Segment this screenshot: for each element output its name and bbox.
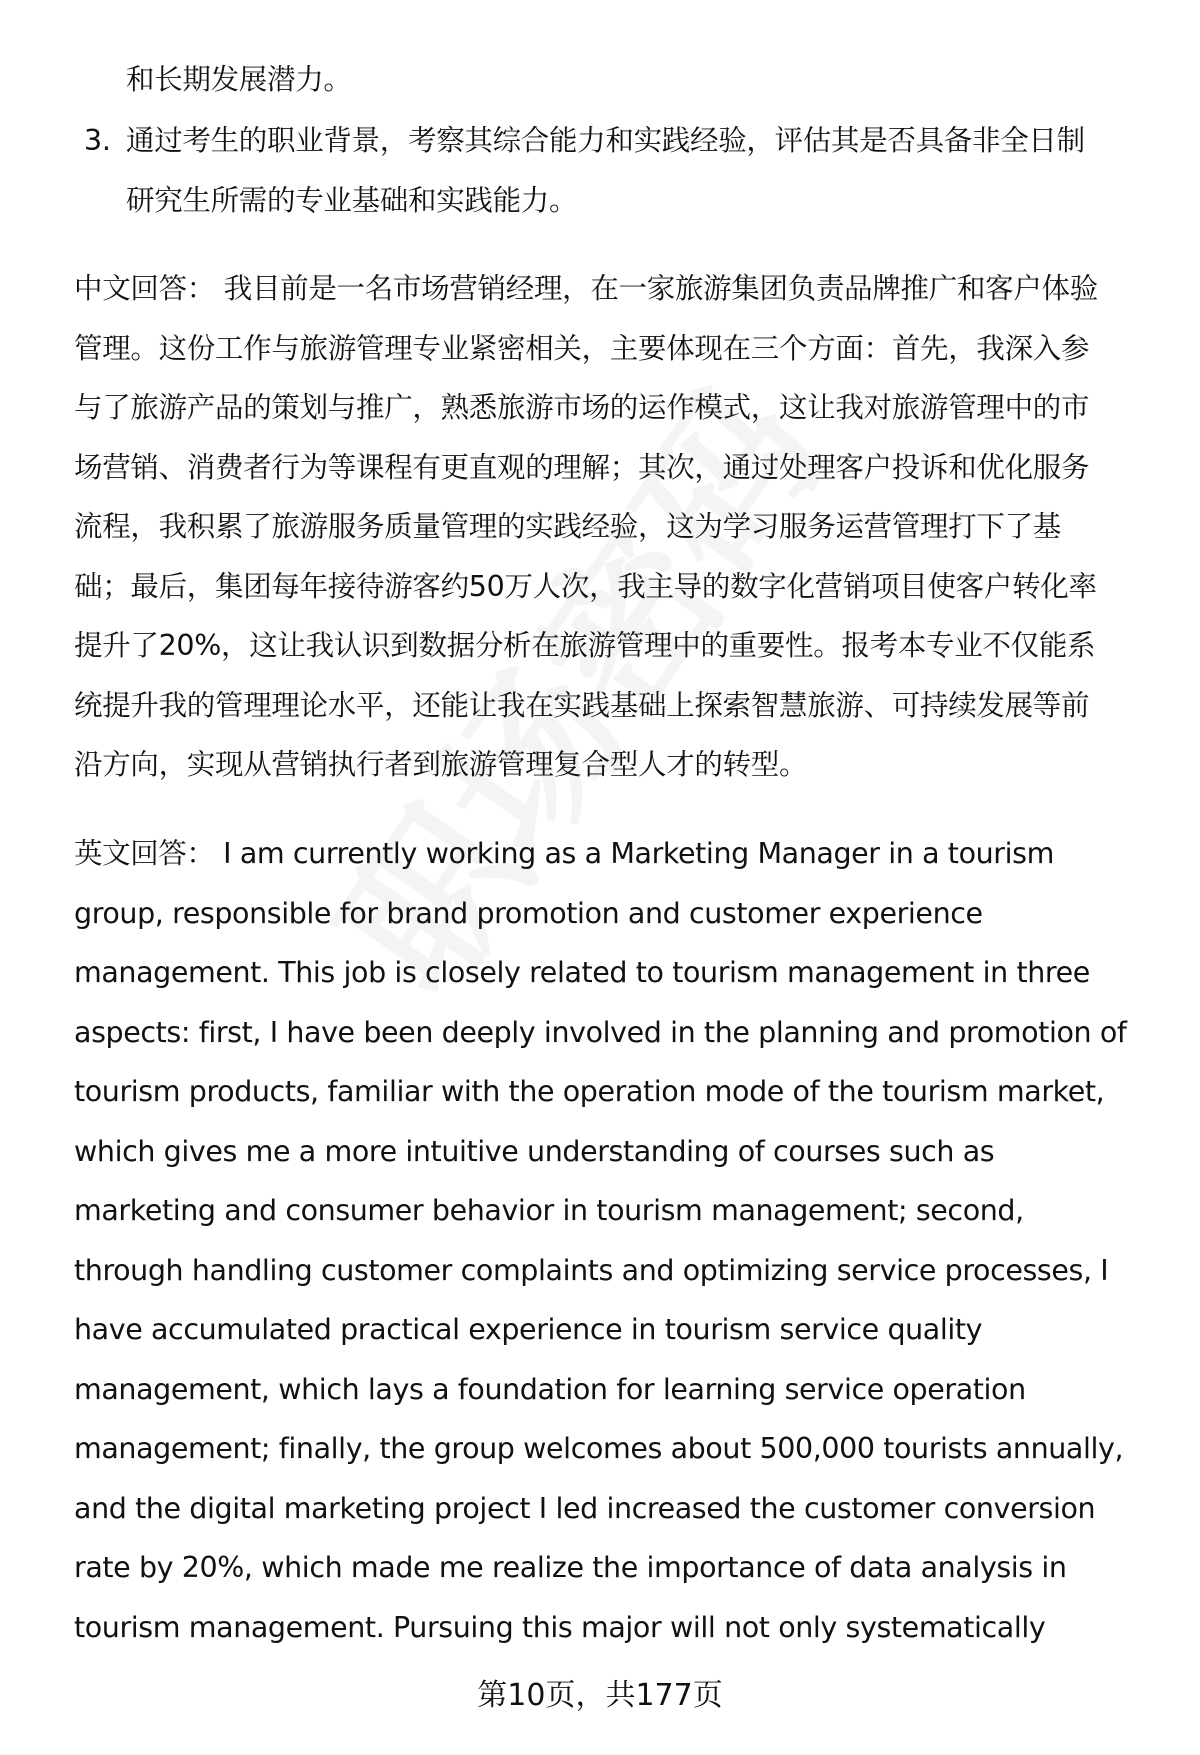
english-answer-line: aspects: first, I have been deeply involved in the planning and promotion of bbox=[74, 1015, 1127, 1049]
chinese-answer-line: 提升了20%，这让我认识到数据分析在旅游管理中的重要性。报考本专业不仅能系 bbox=[74, 629, 1096, 662]
list-item-line: 研究生所需的专业基础和实践能力。 bbox=[126, 184, 578, 217]
english-answer-line: 英文回答： I am currently working as a Marketing Manager in a tourism bbox=[74, 837, 1054, 870]
english-answer-line: group, responsible for brand promotion and customer experience bbox=[74, 896, 983, 930]
english-answer-line: which gives me a more intuitive understanding of courses such as bbox=[74, 1134, 995, 1168]
chinese-answer-line: 础；最后，集团每年接待游客约50万人次，我主导的数字化营销项目使客户转化率 bbox=[74, 569, 1097, 603]
list-item-number: 3. bbox=[84, 124, 111, 157]
english-answer-line: management. This job is closely related to tourism management in three bbox=[74, 956, 1090, 989]
chinese-answer-line: 统提升我的管理理论水平，还能让我在实践基础上探索智慧旅游、可持续发展等前 bbox=[74, 688, 1090, 722]
english-answer-line: marketing and consumer behavior in tourism management; second, bbox=[74, 1194, 1024, 1227]
english-answer-line: management; finally, the group welcomes about 500,000 tourists annually, bbox=[74, 1432, 1124, 1465]
page-footer: 第10页，共177页 bbox=[477, 1678, 723, 1713]
chinese-answer-line: 中文回答： 我目前是一名市场营销经理，在一家旅游集团负责品牌推广和客户体验 bbox=[74, 272, 1098, 305]
continuation-line: 和长期发展潜力。 bbox=[126, 63, 352, 96]
english-answer-line: have accumulated practical experience in tourism service quality bbox=[74, 1313, 983, 1346]
list-item-line: 通过考生的职业背景，考察其综合能力和实践经验，评估其是否具备非全日制 bbox=[126, 124, 1085, 157]
chinese-answer-line: 管理。这份工作与旅游管理专业紧密相关，主要体现在三个方面：首先，我深入参 bbox=[74, 331, 1090, 365]
english-answer-line: tourism products, familiar with the operation mode of the tourism market, bbox=[74, 1075, 1105, 1108]
english-answer-line: and the digital marketing project I led increased the customer conversion bbox=[74, 1491, 1096, 1525]
chinese-answer-line: 场营销、消费者行为等课程有更直观的理解；其次，通过处理客户投诉和优化服务 bbox=[74, 450, 1090, 484]
english-answer-line: through handling customer complaints and optimizing service processes, I bbox=[74, 1253, 1109, 1287]
english-answer-line: management, which lays a foundation for learning service operation bbox=[74, 1372, 1026, 1406]
chinese-answer-line: 沿方向，实现从营销执行者到旅游管理复合型人才的转型。 bbox=[74, 748, 808, 781]
english-answer-line: rate by 20%, which made me realize the importance of data analysis in bbox=[74, 1551, 1067, 1584]
chinese-answer-line: 流程，我积累了旅游服务质量管理的实践经验，这为学习服务运营管理打下了基 bbox=[74, 510, 1062, 543]
english-answer-line: tourism management. Pursuing this major will not only systematically bbox=[74, 1610, 1046, 1644]
chinese-answer-line: 与了旅游产品的策划与推广，熟悉旅游市场的运作模式，这让我对旅游管理中的市 bbox=[74, 391, 1090, 424]
